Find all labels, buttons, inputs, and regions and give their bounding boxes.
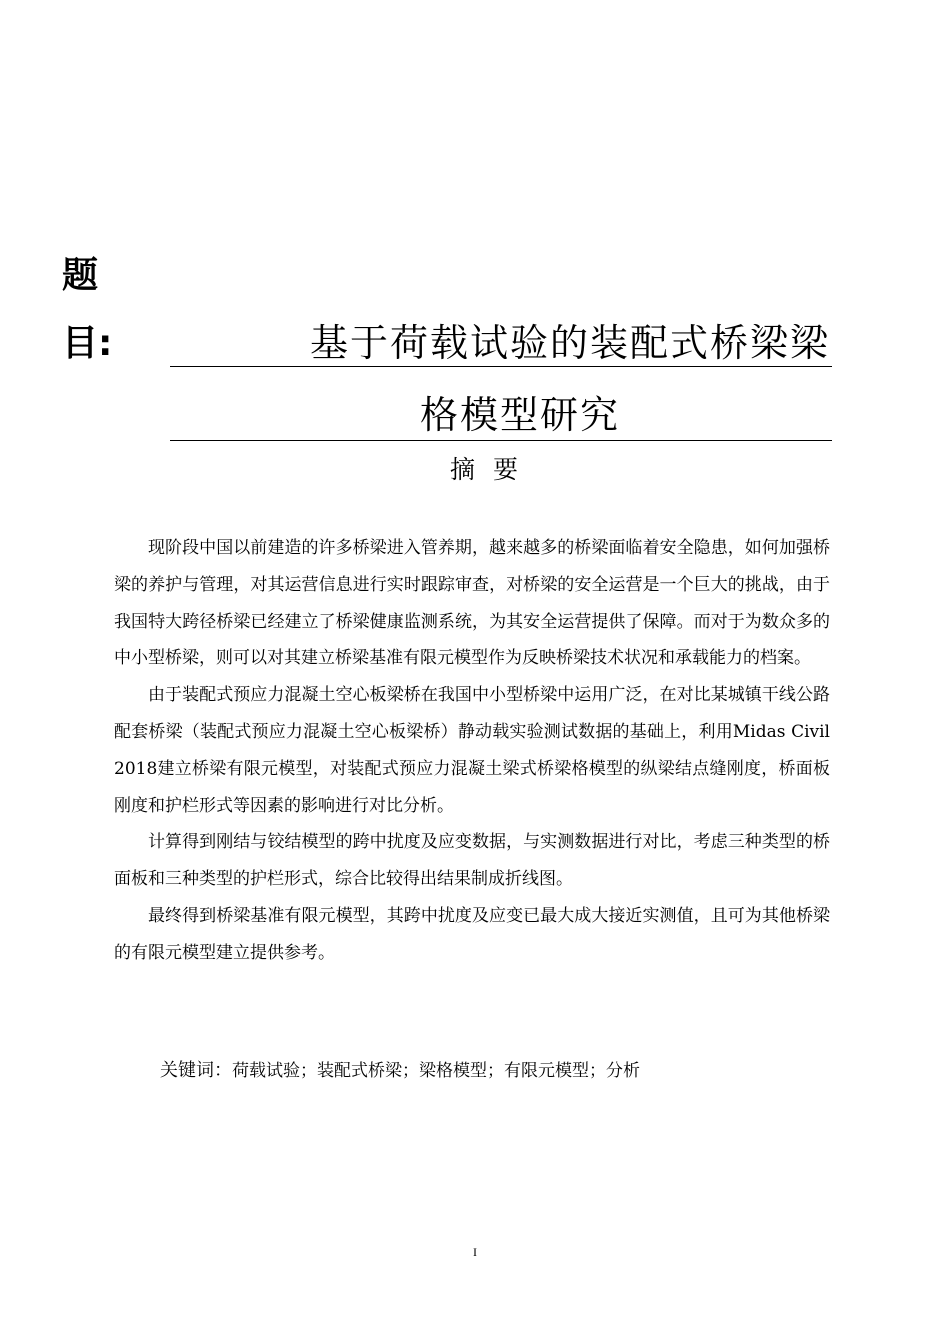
keywords-label: 关键词：	[160, 1060, 232, 1081]
abstract-body	[114, 530, 830, 972]
keywords	[160, 1056, 640, 1086]
thesis-title-line-1: 基于荷载试验的装配式桥梁梁	[309, 321, 830, 365]
abstract-heading: 摘要	[449, 455, 536, 484]
page-number: I	[473, 1245, 477, 1259]
thesis-title-line-2: 格模型研究	[419, 393, 620, 437]
abstract-paragraph-2: 由于装配式预应力混凝土空心板梁桥在我国中小型桥梁中运用广泛，在对比某城镇干线公路配套桥梁（装配式预应力混凝土空心板梁桥）静动载实验测试数据的基础上，利用Midas Civil 2018建立桥梁有限元模型，对装配式预应力混凝土梁式桥梁格模型的纵梁结点缝刚度，桥面板刚度和护栏形式等因素的影响进行对比分析。	[114, 685, 830, 816]
abstract-paragraph-3: 计算得到刚结与铰结模型的跨中扰度及应变数据，与实测数据进行对比，考虑三种类型的桥面板和三种类型的护栏形式，综合比较得出结果制成折线图。	[114, 832, 830, 890]
abstract-paragraph-1: 现阶段中国以前建造的许多桥梁进入管养期，越来越多的桥梁面临着安全隐患，如何加强桥梁的养护与管理，对其运营信息进行实时跟踪审查，对桥梁的安全运营是一个巨大的挑战，由于我国特大跨径桥梁已经建立了桥梁健康监测系统，为其安全运营提供了保障。而对于为数众多的中小型桥梁，则可以对其建立桥梁基准有限元模型作为反映桥梁技术状况和承载能力的档案。	[114, 538, 830, 669]
abstract-paragraph-4: 最终得到桥梁基准有限元模型，其跨中扰度及应变已最大成大接近实测值，且可为其他桥梁的有限元模型建立提供参考。	[114, 905, 830, 963]
title-label-char-1: 题	[62, 255, 99, 296]
title-label-char-2: 目:	[62, 323, 113, 364]
keywords-value: 荷载试验；装配式桥梁；梁格模型；有限元模型；分析	[232, 1061, 640, 1081]
title-underline-2	[170, 440, 832, 441]
title-underline-1	[170, 366, 832, 367]
